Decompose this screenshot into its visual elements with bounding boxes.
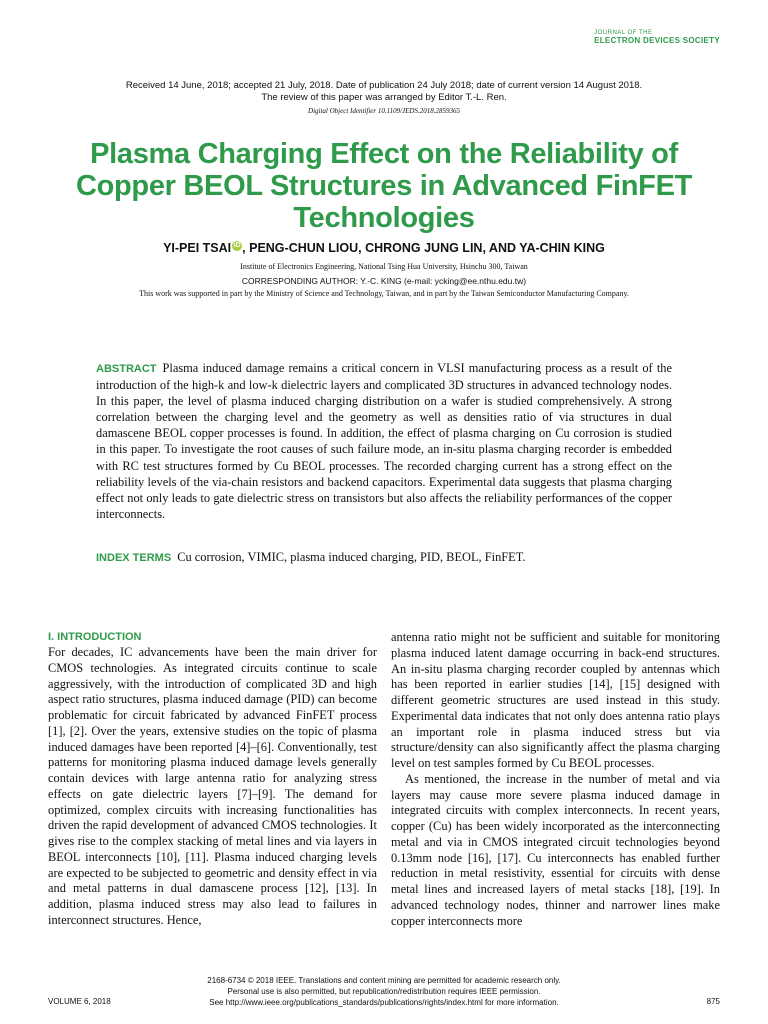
funding-note: This work was supported in part by the Ministry of Science and Technology, Taiwan, and in part by the Taiwan Semiconductor Manufacturing Company. <box>139 289 629 298</box>
affiliation: Institute of Electronics Engineering, National Tsing Hua University, Hsinchu 300, Taiwan <box>240 262 528 271</box>
journal-logo <box>594 30 720 45</box>
authors <box>0 241 768 255</box>
received-info <box>0 80 768 104</box>
body-column-left <box>48 630 377 929</box>
journal-logo-line2: ELECTRON DEVICES SOCIETY <box>594 36 720 45</box>
index-terms <box>96 549 672 566</box>
index-terms-text: Cu corrosion, VIMIC, plasma induced charging, PID, BEOL, FinFET. <box>177 550 526 564</box>
abstract <box>96 360 672 522</box>
index-terms-label: INDEX TERMS <box>96 552 172 564</box>
copyright-footer <box>0 975 768 1008</box>
copyright-line1: 2168-6734 © 2018 IEEE. Translations and content mining are permitted for academic research only. <box>207 976 561 985</box>
author-rest: , PENG-CHUN LIOU, CHRONG JUNG LIN, AND YA-CHIN KING <box>242 241 605 255</box>
body-column-right <box>391 630 720 929</box>
copyright-line2: Personal use is also permitted, but republication/redistribution requires IEEE permission. <box>227 987 541 996</box>
journal-logo-line1: JOURNAL OF THE <box>594 30 653 36</box>
abstract-label: ABSTRACT <box>96 363 157 375</box>
review-editor: The review of this paper was arranged by Editor T.-L. Ren. <box>261 92 507 103</box>
page-number: 875 <box>706 997 720 1006</box>
paragraph: antenna ratio might not be sufficient and suitable for monitoring plasma induced latent damage occurring in back-end structures. An in-situ plasma charging recorder coupled by antennas which has been reported in earlier studies [14], [15] designed with different geometric structures are used instead in this study. Experimental data indicates that not only does antenna ratio plays an important role in plasma induced stress but via structure/density can also significantly affect the plasma charging level on test samples formed by Cu BEOL processes. <box>391 630 720 770</box>
volume-label: VOLUME 6, 2018 <box>48 997 111 1006</box>
doi: Digital Object Identifier 10.1109/JEDS.2018.2859365 <box>308 107 460 115</box>
paper-title: Plasma Charging Effect on the Reliability of Copper BEOL Structures in Advanced FinFET Technologies <box>75 138 693 234</box>
abstract-text: Plasma induced damage remains a critical concern in VLSI manufacturing process as a result of the introduction of the high-k and low-k dielectric layers and complicated 3D structures in advanced technology nodes. In this paper, the level of plasma induced charging distribution on a wafer is studied comprehensively. A strong correlation between the charging level and the geometry as well as densities ratio of via structures in dual damascene BEOL copper processes is found. In addition, the effect of plasma charging on Cu corrosion is studied in this paper. To investigate the root causes of such failure mode, an in-situ plasma charging recorder is embedded with RC test structures formed by Cu BEOL processes. The recorded charging current has a strong effect on the reliability levels of the via-chain resistors and backend capacitors. Experimental data suggests that plasma charging effect not only leads to gate dielectric stress on transistors but also affects the reliability performances of the copper interconnects. <box>96 361 672 521</box>
received-dates: Received 14 June, 2018; accepted 21 July, 2018. Date of publication 24 July 2018; date of current version 14 August 2018. <box>125 80 643 91</box>
author-first: YI-PEI TSAI <box>163 241 232 255</box>
corresponding-author: CORRESPONDING AUTHOR: Y.-C. KING (e-mail: ycking@ee.nthu.edu.tw) <box>241 276 527 286</box>
orcid-icon[interactable]: iD <box>233 242 241 249</box>
section-heading-introduction: I. INTRODUCTION <box>48 631 142 643</box>
copyright-line3[interactable]: See http://www.ieee.org/publications_standards/publications/rights/index.html for more information. <box>209 998 559 1007</box>
paragraph: As mentioned, the increase in the number of metal and via layers may cause more severe plasma induced damage in integrated circuits with complex interconnects. In recent years, copper (Cu) has been widely incorporated as the interconnecting metal and via in CMOS integrated circuit technologies beyond 0.13mm node [16], [17]. Cu interconnects has enabled further reduction in metal resistivity, essential for circuits with dense metal lines and increased layers of metal stacks [18], [19]. In advanced technology nodes, thinner and narrower lines make copper interconnects more <box>391 771 720 928</box>
paragraph: For decades, IC advancements have been the main driver for CMOS technologies. As integrated circuits continue to scale aggressively, with the introduction of complicated 3D and high aspect ratio structures, plasma induced damage (PID) can become problematic for circuit fabricated by advanced FinFET process [1], [2]. Over the years, extensive studies on the topic of plasma induced damages have been reported [4]–[6]. Conventionally, test patterns for monitoring plasma induced damage levels generally contain devices with large antenna ratio for analyzing stress effects on gate dielectric layers [7]–[9]. The demand for optimized, complex circuits with increasing functionalities has driven the rapid development of advanced CMOS technologies. It gives rise to the complex stacking of metal lines and via layers in BEOL interconnects [10], [11]. Plasma induced charging levels are expected to be subjected to geometric and density effect in via and metal patterns in dual damascene process [12], [13]. In addition, plasma induced stress may also lead to failures in interconnect structures. Hence, <box>48 645 377 927</box>
